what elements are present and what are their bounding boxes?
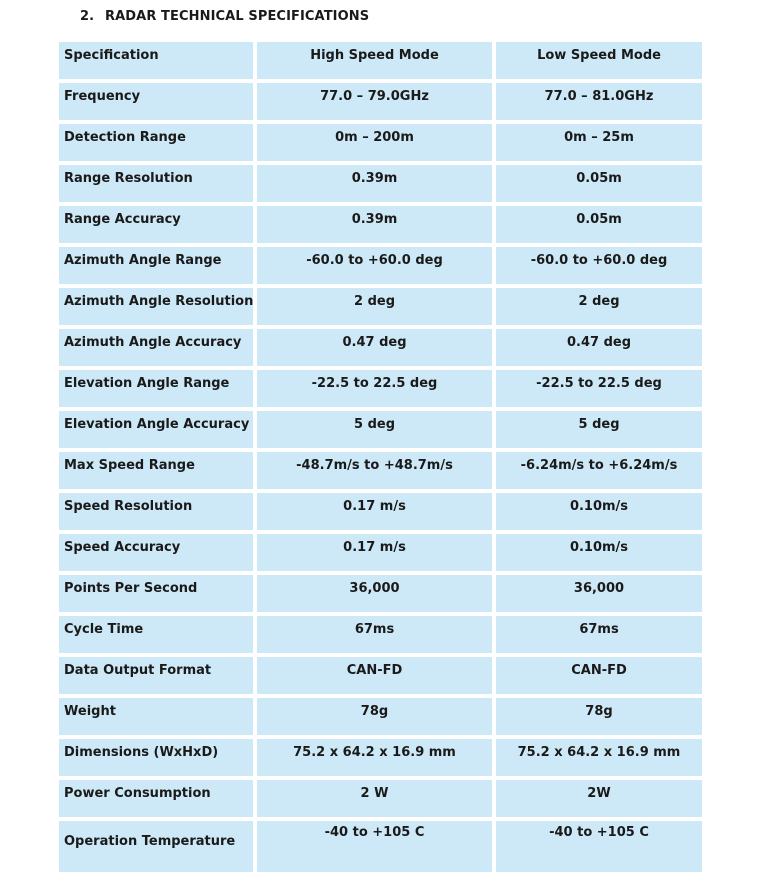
low-speed-value-cell: 2 deg — [496, 288, 702, 325]
table-row — [59, 821, 702, 872]
high-speed-value-cell: 0.17 m/s — [257, 534, 492, 571]
high-speed-value-cell: 36,000 — [257, 575, 492, 612]
section-heading — [80, 9, 369, 24]
high-speed-value-cell: 2 W — [257, 780, 492, 817]
spec-name-cell: Speed Accuracy — [59, 534, 253, 571]
header-low-speed-mode: Low Speed Mode — [496, 42, 702, 79]
low-speed-value-cell: 5 deg — [496, 411, 702, 448]
high-speed-value-cell: 2 deg — [257, 288, 492, 325]
low-speed-value-cell: 0m – 25m — [496, 124, 702, 161]
table-row — [59, 575, 702, 612]
spec-name-cell: Detection Range — [59, 124, 253, 161]
low-speed-value-cell: 2W — [496, 780, 702, 817]
low-speed-value-cell: 0.05m — [496, 165, 702, 202]
low-speed-value-cell: 77.0 – 81.0GHz — [496, 83, 702, 120]
table-row — [59, 452, 702, 489]
high-speed-value-cell: -22.5 to 22.5 deg — [257, 370, 492, 407]
spec-name-cell: Azimuth Angle Resolution — [59, 288, 253, 325]
spec-name-cell: Azimuth Angle Range — [59, 247, 253, 284]
spec-name-cell: Weight — [59, 698, 253, 735]
high-speed-value-cell: 0.47 deg — [257, 329, 492, 366]
low-speed-value-cell: 36,000 — [496, 575, 702, 612]
high-speed-value-cell: 0.39m — [257, 165, 492, 202]
high-speed-value-cell: 0m – 200m — [257, 124, 492, 161]
table-row — [59, 206, 702, 243]
high-speed-value-cell: 77.0 – 79.0GHz — [257, 83, 492, 120]
table-row — [59, 288, 702, 325]
header-specification: Specification — [59, 42, 253, 79]
low-speed-value-cell: -6.24m/s to +6.24m/s — [496, 452, 702, 489]
spec-name-cell: Max Speed Range — [59, 452, 253, 489]
high-speed-value-cell: 78g — [257, 698, 492, 735]
table-row — [59, 739, 702, 776]
high-speed-value-cell: 0.39m — [257, 206, 492, 243]
low-speed-value-cell: 67ms — [496, 616, 702, 653]
table-row — [59, 329, 702, 366]
table-row — [59, 411, 702, 448]
spec-name-cell: Elevation Angle Range — [59, 370, 253, 407]
table-row — [59, 247, 702, 284]
section-title: RADAR TECHNICAL SPECIFICATIONS — [105, 9, 370, 24]
spec-name-cell: Range Resolution — [59, 165, 253, 202]
spec-name-cell: Elevation Angle Accuracy — [59, 411, 253, 448]
spec-name-cell: Data Output Format — [59, 657, 253, 694]
table-row — [59, 616, 702, 653]
spec-name-cell: Power Consumption — [59, 780, 253, 817]
spec-name-cell: Frequency — [59, 83, 253, 120]
spec-name-cell: Azimuth Angle Accuracy — [59, 329, 253, 366]
spec-name-cell: Points Per Second — [59, 575, 253, 612]
low-speed-value-cell: 0.10m/s — [496, 493, 702, 530]
spec-table — [59, 42, 702, 872]
low-speed-value-cell: 75.2 x 64.2 x 16.9 mm — [496, 739, 702, 776]
low-speed-value-cell: -40 to +105 C — [496, 821, 702, 872]
spec-name-cell: Operation Temperature — [59, 821, 253, 872]
high-speed-value-cell: 5 deg — [257, 411, 492, 448]
table-row — [59, 124, 702, 161]
high-speed-value-cell: CAN-FD — [257, 657, 492, 694]
table-row — [59, 165, 702, 202]
high-speed-value-cell: 0.17 m/s — [257, 493, 492, 530]
table-row — [59, 780, 702, 817]
high-speed-value-cell: 67ms — [257, 616, 492, 653]
table-row — [59, 657, 702, 694]
low-speed-value-cell: 0.47 deg — [496, 329, 702, 366]
section-number: 2. — [80, 9, 95, 24]
low-speed-value-cell: 78g — [496, 698, 702, 735]
high-speed-value-cell: -60.0 to +60.0 deg — [257, 247, 492, 284]
table-row — [59, 83, 702, 120]
table-row — [59, 370, 702, 407]
spec-name-cell: Speed Resolution — [59, 493, 253, 530]
low-speed-value-cell: 0.05m — [496, 206, 702, 243]
spec-name-cell: Dimensions (WxHxD) — [59, 739, 253, 776]
high-speed-value-cell: 75.2 x 64.2 x 16.9 mm — [257, 739, 492, 776]
table-row — [59, 698, 702, 735]
spec-name-cell: Range Accuracy — [59, 206, 253, 243]
table-row — [59, 534, 702, 571]
low-speed-value-cell: CAN-FD — [496, 657, 702, 694]
high-speed-value-cell: -40 to +105 C — [257, 821, 492, 872]
low-speed-value-cell: -60.0 to +60.0 deg — [496, 247, 702, 284]
table-body — [59, 83, 702, 872]
low-speed-value-cell: 0.10m/s — [496, 534, 702, 571]
low-speed-value-cell: -22.5 to 22.5 deg — [496, 370, 702, 407]
header-high-speed-mode: High Speed Mode — [257, 42, 492, 79]
table-header-row — [59, 42, 702, 79]
high-speed-value-cell: -48.7m/s to +48.7m/s — [257, 452, 492, 489]
spec-name-cell: Cycle Time — [59, 616, 253, 653]
table-row — [59, 493, 702, 530]
